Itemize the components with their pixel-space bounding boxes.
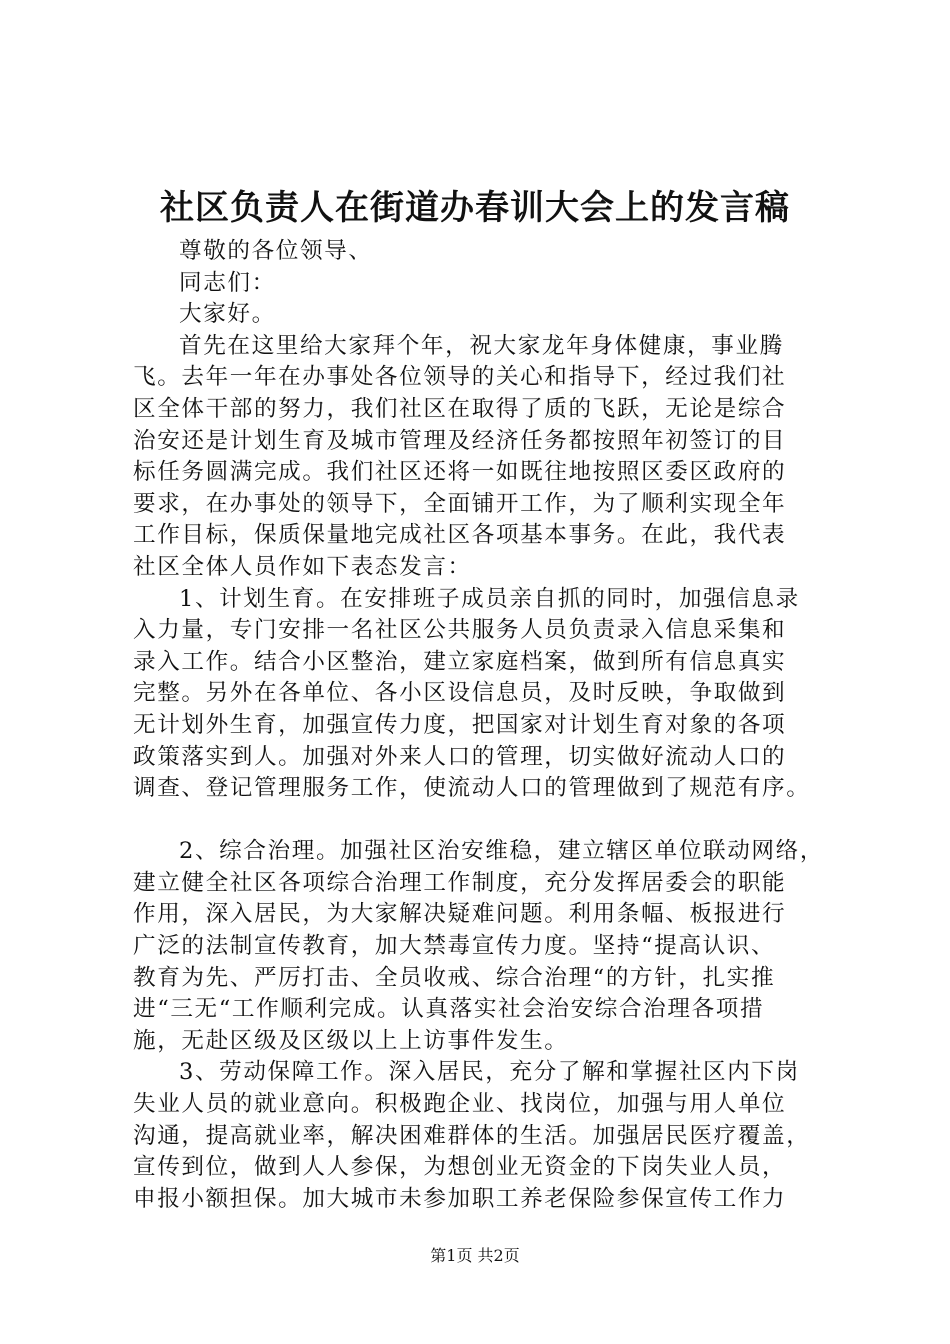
text-line: 治安还是计划生育及城市管理及经济任务都按照年初签订的目 [133, 427, 787, 454]
text-line: 失业人员的就业意向。积极跑企业、找岗位，加强与用人单位 [133, 1091, 787, 1118]
text-line: 作用，深入居民，为大家解决疑难问题。利用条幅、板报进行 [133, 901, 787, 928]
text-line: 无计划外生育，加强宣传力度，把国家对计划生育对象的各项 [133, 711, 787, 738]
document-body [133, 236, 853, 1215]
text-line: 大家好。 [179, 301, 276, 328]
blank-line [133, 805, 853, 837]
text-line: 进“三无“工作顺利完成。认真落实社会治安综合治理各项措 [133, 996, 765, 1023]
text-line: 录入工作。结合小区整治，建立家庭档案，做到所有信息真实 [133, 648, 787, 675]
page-footer: 第1页 共2页 [430, 1246, 520, 1265]
text-line: 首先在这里给大家拜个年，祝大家龙年身体健康，事业腾 [179, 332, 784, 359]
text-line: 完整。另外在各单位、各小区设信息员，及时反映，争取做到 [133, 680, 787, 707]
text-line: 1、计划生育。在安排班子成员亲自抓的同时，加强信息录 [179, 585, 800, 612]
text-line: 飞。去年一年在办事处各位领导的关心和指导下，经过我们社 [133, 364, 787, 391]
document-title: 社区负责人在街道办春训大会上的发言稿 [160, 188, 790, 228]
text-line: 入力量，专门安排一名社区公共服务人员负责录入信息采集和 [133, 617, 787, 644]
text-line: 区全体干部的努力，我们社区在取得了质的飞跃，无论是综合 [133, 395, 787, 422]
text-line: 调查、登记管理服务工作，使流动人口的管理做到了规范有序。 [133, 775, 811, 802]
text-line: 申报小额担保。加大城市未参加职工养老保险参保宣传工作力 [133, 1185, 787, 1212]
text-line: 广泛的法制宣传教育，加大禁毒宣传力度。坚持“提高认识、 [133, 933, 776, 960]
text-line: 社区全体人员作如下表态发言： [133, 553, 472, 580]
text-line: 政策落实到人。加强对外来人口的管理，切实做好流动人口的 [133, 743, 787, 770]
text-line: 同志们： [179, 269, 276, 296]
text-line: 2、综合治理。加强社区治安维稳，建立辖区单位联动网络， [179, 838, 825, 865]
text-line: 建立健全社区各项综合治理工作制度，充分发挥居委会的职能 [133, 869, 787, 896]
text-line: 沟通，提高就业率，解决困难群体的生活。加强居民医疗覆盖， [133, 1122, 811, 1149]
text-line: 3、劳动保障工作。深入居民，充分了解和掌握社区内下岗 [179, 1059, 800, 1086]
text-line: 宣传到位，做到人人参保，为想创业无资金的下岗失业人员， [133, 1154, 787, 1181]
text-line: 尊敬的各位领导、 [179, 238, 373, 264]
text-line: 要求，在办事处的领导下，全面铺开工作，为了顺利实现全年 [133, 490, 787, 517]
text-line: 标任务圆满完成。我们社区还将一如既往地按照区委区政府的 [133, 459, 787, 486]
text-line: 教育为先、严厉打击、全员收戒、综合治理“的方针，扎实推 [133, 964, 776, 991]
text-line: 施，无赴区级及区级以上上访事件发生。 [133, 1027, 569, 1054]
text-line: 工作目标，保质保量地完成社区各项基本事务。在此，我代表 [133, 522, 787, 549]
